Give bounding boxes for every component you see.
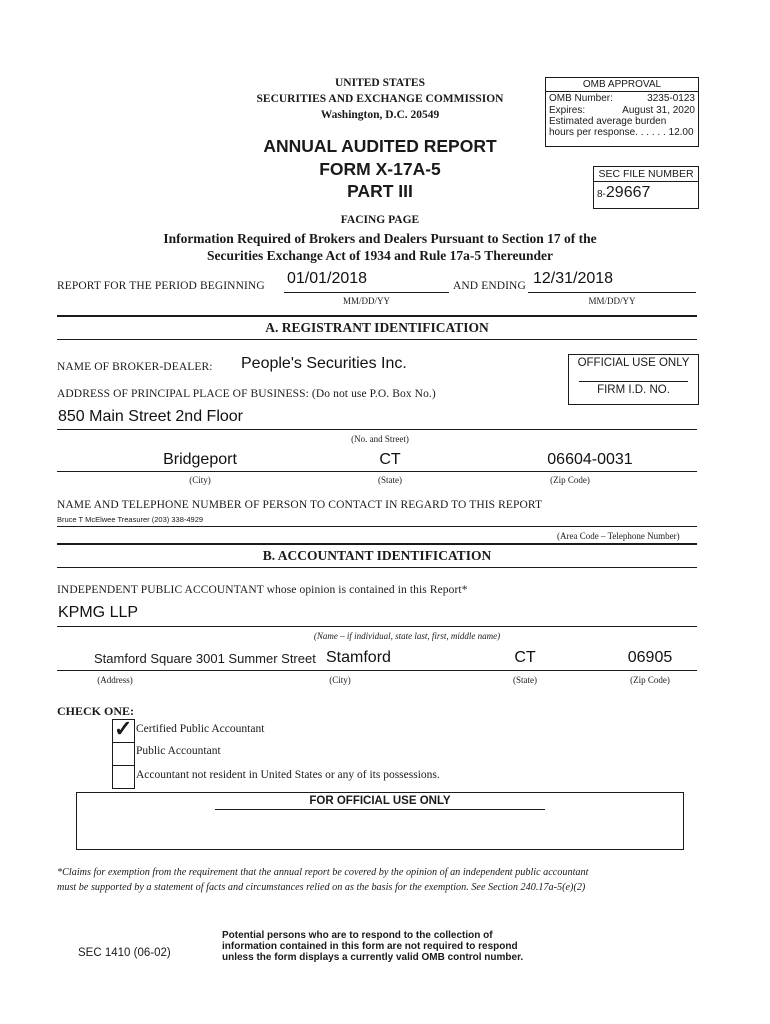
- for-official-use-box: [76, 792, 684, 850]
- accountant-city-value[interactable]: Stamford: [326, 649, 391, 666]
- sec-file-number-label: SEC FILE NUMBER: [594, 167, 698, 182]
- for-official-use-label: FOR OFFICIAL USE ONLY: [215, 793, 545, 810]
- period-begin-line: [284, 292, 449, 293]
- city-state-zip-line: [57, 471, 697, 472]
- broker-dealer-name[interactable]: People's Securities Inc.: [241, 355, 407, 372]
- phone-caption: (Area Code – Telephone Number): [557, 531, 680, 541]
- checkbox-nonresident-accountant[interactable]: [112, 765, 135, 789]
- accountant-name-value[interactable]: KPMG LLP: [58, 604, 139, 621]
- accountant-address-caption: (Address): [97, 675, 133, 685]
- info-required-line2: Securities Exchange Act of 1934 and Rule 17a-5 Thereunder: [207, 248, 553, 263]
- exemption-footnote-line1: *Claims for exemption from the requirement that the annual report be covered by the opinion of an independent public accountant: [57, 867, 589, 878]
- period-end-value[interactable]: 12/31/2018: [533, 270, 614, 287]
- section-b-title: B. ACCOUNTANT IDENTIFICATION: [262, 548, 492, 563]
- option-nonresident-accountant: Accountant not resident in United States or any of its possessions.: [136, 769, 440, 781]
- registrant-zip-caption: (Zip Code): [550, 475, 590, 485]
- check-one-label: CHECK ONE:: [57, 704, 135, 718]
- omb-burden-line1: Estimated average burden: [549, 116, 667, 127]
- section-a-title: A. REGISTRANT IDENTIFICATION: [265, 320, 489, 335]
- omb-expires-value: August 31, 2020: [622, 105, 695, 116]
- sec-file-prefix: 8-: [597, 189, 606, 200]
- omb-burden-line2: hours per response. . . . . . 12.00: [549, 127, 694, 138]
- firm-id-label: FIRM I.D. NO.: [597, 384, 670, 396]
- report-title: ANNUAL AUDITED REPORT: [263, 136, 497, 156]
- street-line: [57, 429, 697, 430]
- street-address-value[interactable]: 850 Main Street 2nd Floor: [58, 408, 243, 425]
- accountant-label: INDEPENDENT PUBLIC ACCOUNTANT whose opinion is contained in this Report*: [57, 584, 468, 596]
- period-end-line: [528, 292, 696, 293]
- registrant-zip-value[interactable]: 06604-0031: [547, 451, 633, 468]
- registrant-state-value[interactable]: CT: [379, 451, 401, 468]
- form-identifier: SEC 1410 (06-02): [78, 947, 171, 959]
- accountant-state-value[interactable]: CT: [514, 649, 536, 666]
- accountant-zip-caption: (Zip Code): [630, 675, 670, 685]
- option-public-accountant: Public Accountant: [136, 745, 221, 757]
- period-begin-caption: MM/DD/YY: [342, 296, 390, 306]
- street-caption: (No. and Street): [351, 434, 409, 444]
- omb-approval-title: OMB APPROVAL: [546, 78, 698, 92]
- registrant-city-value[interactable]: Bridgeport: [163, 451, 237, 468]
- accountant-name-line: [57, 626, 697, 627]
- period-end-label: AND ENDING: [453, 280, 526, 292]
- accountant-city-caption: (City): [329, 675, 351, 685]
- sec-file-number-box: [593, 166, 699, 209]
- omb-notice-line1: Potential persons who are to respond to the collection of: [222, 930, 493, 941]
- accountant-address-value[interactable]: Stamford Square 3001 Summer Street: [94, 651, 316, 666]
- omb-approval-box: [545, 77, 699, 147]
- period-begin-value[interactable]: 01/01/2018: [287, 270, 368, 287]
- period-begin-label: REPORT FOR THE PERIOD BEGINNING: [57, 280, 265, 292]
- section-a-bottom-rule: [57, 339, 697, 340]
- contact-line: [57, 526, 697, 527]
- omb-notice-line3: unless the form displays a currently valid OMB control number.: [222, 952, 524, 963]
- form-title: FORM X-17A-5: [319, 159, 441, 179]
- info-required-line1: Information Required of Brokers and Dealers Pursuant to Section 17 of the: [163, 231, 597, 246]
- omb-number-value: 3235-0123: [647, 93, 695, 104]
- agency-name-line2: SECURITIES AND EXCHANGE COMMISSION: [256, 93, 504, 105]
- accountant-state-caption: (State): [513, 675, 537, 685]
- agency-name-line1: UNITED STATES: [334, 77, 425, 89]
- broker-dealer-label: NAME OF BROKER-DEALER:: [57, 361, 213, 373]
- agency-address: Washington, D.C. 20549: [320, 109, 440, 121]
- principal-address-label: ADDRESS OF PRINCIPAL PLACE OF BUSINESS: (Do not use P.O. Box No.): [57, 388, 436, 400]
- section-b-bottom-rule: [57, 567, 697, 568]
- sec-file-number-value: 29667: [605, 184, 651, 201]
- contact-person-label: NAME AND TELEPHONE NUMBER OF PERSON TO CONTACT IN REGARD TO THIS REPORT: [57, 499, 543, 511]
- checkbox-certified-public-accountant[interactable]: [112, 716, 135, 743]
- official-use-box: [568, 354, 699, 405]
- contact-person-value[interactable]: Bruce T McElwee Treasurer (203) 338-4929: [57, 515, 204, 524]
- part-title: PART III: [347, 181, 413, 201]
- registrant-city-caption: (City): [189, 475, 211, 485]
- facing-page-label: FACING PAGE: [340, 214, 420, 226]
- accountant-address-line: [57, 670, 697, 671]
- accountant-name-caption: (Name – if individual, state last, first, middle name): [313, 631, 501, 641]
- omb-number-label: OMB Number:: [549, 93, 613, 104]
- option-certified-public-accountant: Certified Public Accountant: [136, 723, 265, 735]
- checkbox-public-accountant[interactable]: [112, 742, 135, 766]
- section-b-top-rule: [57, 543, 697, 545]
- registrant-state-caption: (State): [378, 475, 402, 485]
- omb-expires-label: Expires:: [549, 105, 586, 116]
- check-mark-icon: ✓: [114, 716, 133, 741]
- accountant-zip-value[interactable]: 06905: [627, 649, 673, 666]
- period-end-caption: MM/DD/YY: [588, 296, 636, 306]
- section-a-top-rule: [57, 315, 697, 317]
- official-use-label: OFFICIAL USE ONLY: [577, 357, 690, 369]
- omb-notice-line2: information contained in this form are not required to respond: [222, 941, 518, 952]
- exemption-footnote-line2: must be supported by a statement of facts and circumstances relied on as the basis for the exemption. See Section 240.17a-5(e)(2): [57, 882, 586, 893]
